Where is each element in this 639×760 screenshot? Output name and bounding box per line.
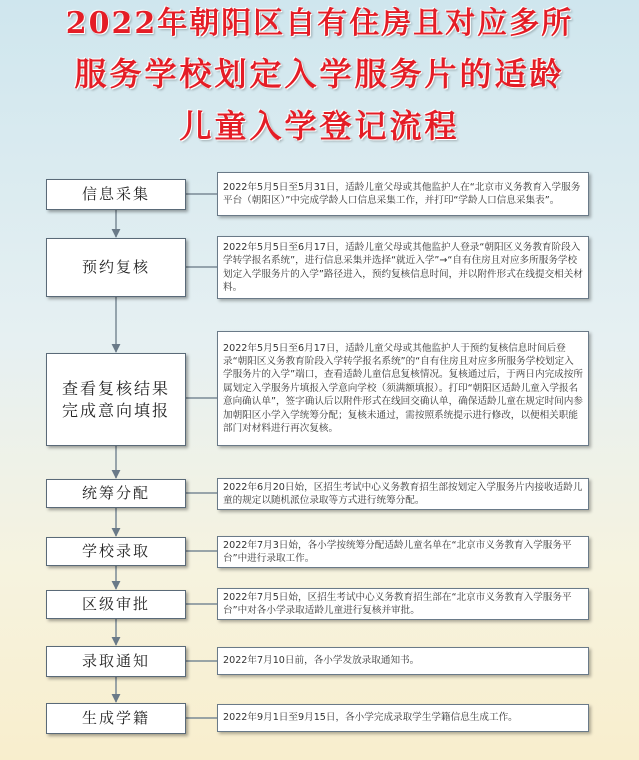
description-text: 2022年9月1日至9月15日，各小学完成录取学生学籍信息生成工作。 [223, 712, 518, 724]
title-line-1: 2022年朝阳区自有住房且对应多所 [65, 6, 574, 41]
description-text: 2022年5月5日至6月17日，适龄儿童父母或其他监护人登录“朝阳区义务教育阶段入学转学报名系统”，进行信息采集并选择“就近入学”→“自有住房且对应多所服务学校划定入学服务片的入学”路径进入，预约复核信息时间，并以附件形式在线提交相关材料。 [223, 241, 583, 293]
step-description-5 [217, 536, 589, 568]
step-box-school-admission: 学校录取 [46, 537, 186, 566]
step-box-overall-allocation: 统筹分配 [46, 479, 186, 508]
description-text: 2022年7月5日始，区招生考试中心义务教育招生部在“北京市义务教育入学服务平台”中对各小学录取适龄儿童进行复核并审批。 [223, 591, 572, 616]
description-text: 2022年7月3日始，各小学按统筹分配适龄儿童名单在“北京市义务教育入学服务平台”中进行录取工作。 [223, 539, 572, 564]
step-label-line-1: 查看复核结果 [61, 378, 170, 398]
description-text: 2022年5月5日至6月17日，适龄儿童父母或其他监护人于预约复核信息时间后登录“朝阳区义务教育阶段入学转学报名系统”的“自有住房且对应多所服务学校划定入学服务片的入学”端口，查看适龄儿童信息复核情况。复核通过后，于两日内完成按所属划定入学服务片填报入学意向学校（须满额填报）。打印“朝阳区适龄儿童入学报名意向确认单”，签字确认后以附件形式在线回交确认单，确保适龄儿童在规定时间内参加朝阳区小学入学统筹分配；复核未通过，需按照系统提示进行修改，以便相关职能部门对材料进行再次复核。 [223, 342, 583, 435]
step-box-student-registration: 生成学籍 [46, 703, 186, 734]
step-box-check-results [46, 353, 186, 446]
description-text: 2022年7月10日前，各小学发放录取通知书。 [223, 655, 420, 667]
step-description-7 [217, 647, 589, 675]
step-description-2 [217, 236, 589, 299]
description-text: 2022年6月20日始，区招生考试中心义务教育招生部按划定入学服务片内接收适龄儿童的规定以随机派位录取等方式进行统筹分配。 [223, 481, 583, 506]
title-line-2: 服务学校划定入学服务片的适龄 [74, 55, 565, 93]
step-description-4 [217, 478, 589, 510]
step-description-6 [217, 588, 589, 620]
step-label-line-2: 完成意向填报 [61, 400, 170, 420]
description-text: 2022年5月5日至5月31日，适龄儿童父母或其他监护人在“北京市义务教育入学服务平台（朝阳区）”中完成学龄人口信息采集工作，并打印“学龄人口信息采集表”。 [223, 181, 581, 206]
step-box-information-collection: 信息采集 [46, 179, 186, 210]
step-box-admission-notice: 录取通知 [46, 646, 186, 677]
step-description-3 [217, 331, 589, 446]
step-description-8 [217, 704, 589, 732]
title-line-3: 儿童入学登记流程 [179, 107, 460, 145]
step-box-appointment-review: 预约复核 [46, 238, 186, 297]
step-box-district-approval: 区级审批 [46, 590, 186, 619]
step-description-1 [217, 172, 589, 216]
